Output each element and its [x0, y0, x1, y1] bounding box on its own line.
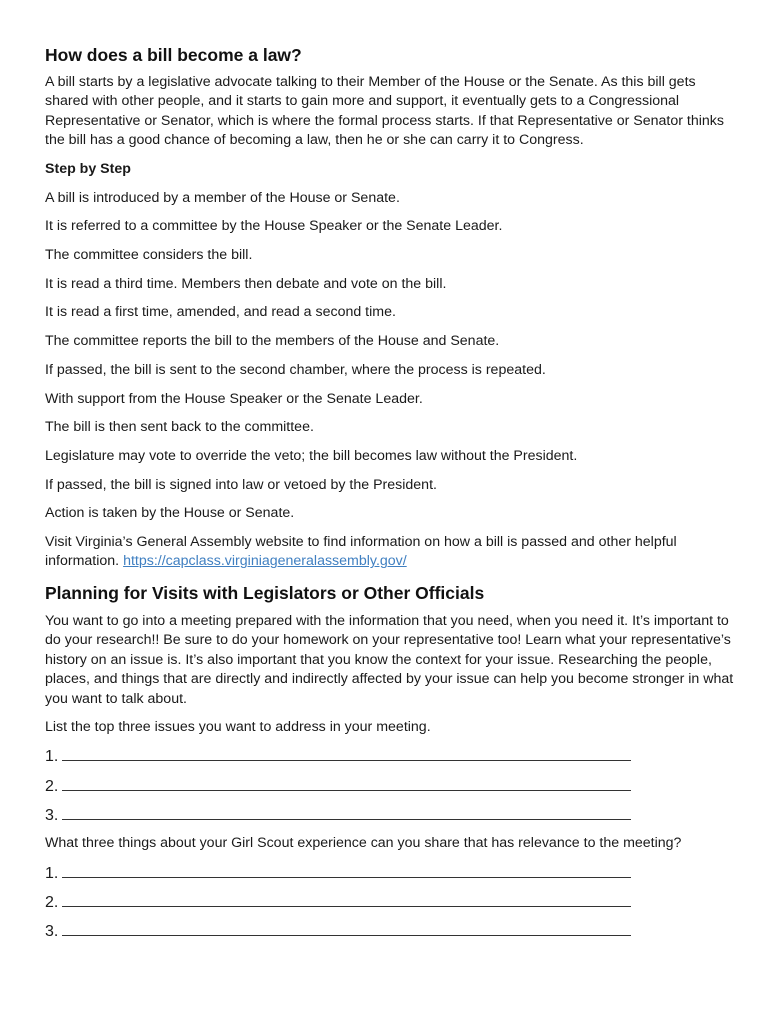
planning-intro-paragraph: You want to go into a meeting prepared with the information that you need, when you need it. It’s important to do your research!! Be sure to do your homework on your representative too! Learn what your representative’s history on an issue is. It’s also important that you know the context for your issue. Researching the people, places, and things that are directly and indirectly affected by your issue can help you become stronger in what you want to talk about. [45, 612, 734, 707]
bill-intro-paragraph: A bill starts by a legislative advocate talking to their Member of the House or the Senate. As this bill gets shared with other people, and it starts to gain more and support, it eventually gets to a Congressional Representative or Senator, which is where the formal process starts. If that Representative or Senator thinks the bill has a good chance of becoming a law, then he or she can carry it to Congress. [45, 74, 724, 149]
visit-paragraph [45, 533, 735, 572]
answer-number: 3. [45, 923, 59, 941]
step-item: A bill is introduced by a member of the House or Senate. [45, 189, 400, 206]
document-page [45, 44, 735, 951]
answer-number: 2. [45, 777, 59, 795]
question-top-issues: List the top three issues you want to address in your meeting. [45, 718, 431, 735]
step-item: If passed, the bill is signed into law or vetoed by the President. [45, 476, 437, 493]
step-item: It is read a third time. Members then debate and vote on the bill. [45, 275, 447, 292]
step-item: The bill is then sent back to the committee. [45, 419, 314, 436]
step-item: The committee considers the bill. [45, 247, 253, 264]
answer-number: 1. [45, 748, 59, 766]
steps-list [45, 189, 735, 524]
question-girl-scout-experience: What three things about your Girl Scout experience can you share that has relevance to the meeting? [45, 835, 682, 852]
step-by-step-heading: Step by Step [45, 160, 131, 177]
step-item: The committee reports the bill to the members of the House and Senate. [45, 333, 500, 350]
answer-number: 3. [45, 806, 59, 824]
step-item: If passed, the bill is sent to the second chamber, where the process is repeated. [45, 361, 546, 378]
answer-line[interactable] [45, 863, 735, 883]
planning-section [45, 612, 735, 941]
step-item: Action is taken by the House or Senate. [45, 505, 295, 522]
answer-blank[interactable] [62, 921, 631, 936]
step-item: With support from the House Speaker or the Senate Leader. [45, 390, 423, 407]
answer-blank[interactable] [62, 892, 631, 907]
answer-line[interactable] [45, 746, 735, 766]
answer-line[interactable] [45, 921, 735, 941]
answer-blank[interactable] [62, 746, 631, 761]
step-item: It is referred to a committee by the House Speaker or the Senate Leader. [45, 218, 503, 235]
general-assembly-link[interactable]: https://capclass.virginiageneralassembly.gov/ [123, 553, 407, 570]
answer-line[interactable] [45, 776, 735, 796]
section-title-planning: Planning for Visits with Legislators or Other Officials [45, 582, 485, 603]
answer-number: 1. [45, 864, 59, 882]
step-item: Legislature may vote to override the veto; the bill becomes law without the President. [45, 447, 578, 464]
answer-line[interactable] [45, 892, 735, 912]
answer-blank[interactable] [62, 805, 631, 820]
answer-blank[interactable] [62, 863, 631, 878]
visit-text: Visit Virginia’s General Assembly website to find information on how a bill is passed and other helpful information. [45, 534, 677, 570]
step-item: It is read a first time, amended, and read a second time. [45, 304, 396, 321]
answer-line[interactable] [45, 805, 735, 825]
answer-blank[interactable] [62, 776, 631, 791]
answer-number: 2. [45, 893, 59, 911]
section-title-bill-law: How does a bill become a law? [45, 45, 302, 65]
